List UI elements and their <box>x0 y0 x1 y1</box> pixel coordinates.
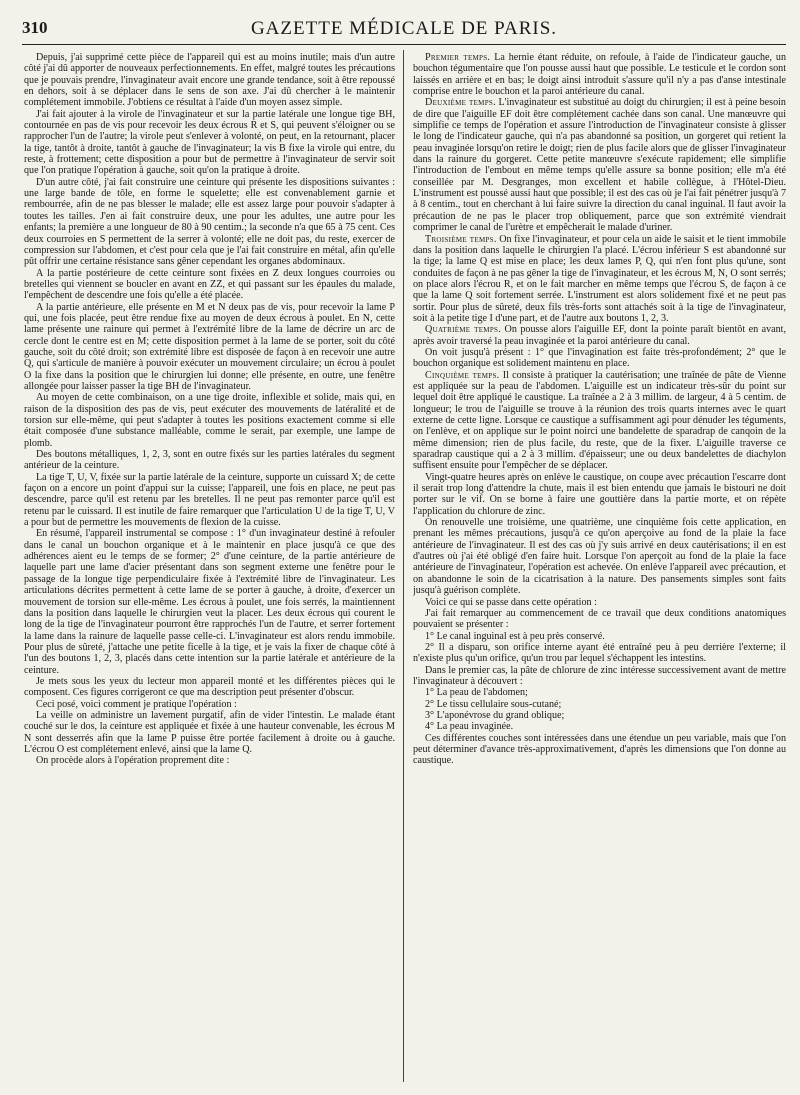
list-item: 1° Le canal inguinal est à peu près conservé. <box>425 630 605 642</box>
list-item: 4° La peau invaginée. <box>425 721 514 733</box>
paragraph: A la partie antérieure, elle présente en M et N deux pas de vis, pour recevoir la lame P qui, une fois placée, peut être rendue fixe au moyen de deux écrous à poulet. En N, cette lame présente une rainure qui permet à l'extrémité libre de la lame de décrire un arc de cercle dont le centre est en M; cette disposition permet à la lame de se porter, soit du côté gauche, soit du côté droit; son extrémité libre est disposée de façon à en recevoir une autre Q, qui s'articule de manière à pouvoir exécuter un mouvement circulaire; un écrou à poulet O la fixe dans la position que le chirurgien lui donne; elle présente, en outre, une fenêtre allongée pour laisser passer la tige BH de l'invaginateur. <box>24 301 395 392</box>
step-text: La hernie étant réduite, on refoule, à l'aide de l'indicateur gauche, un bouchon tégumentaire que l'on pousse aussi haut que possible. Le testicule et le cordon sont laissés en arrière et en bas; le doigt ainsi introduit s'assure qu'il n'y a pas d'anse intestinale comprise entre le bouchon et la paroi antérieure du canal. <box>413 52 786 98</box>
paragraph: On procède alors à l'opération proprement dite : <box>36 755 230 767</box>
paragraph: Ces différentes couches sont intéressées dans une étendue un peu variable, mais que l'on peut déterminer d'avance très-approximativement, d'après les dimensions que l'on donne au caustique. <box>413 732 786 767</box>
step-text: L'invaginateur est substitué au doigt du chirurgien; il est à peine besoin de dire que l'aiguille EF doit être complétement cachée dans son canal. Une manœuvre qui simplifie ce temps de l'opération et assure l'introduction de l'invaginateur consiste à glisser le long de l'indicateur gauche, qui n'a pas abandonné sa position, un gorgeret qui retient la peau invaginée lorsqu'on retire le doigt; rien de plus facile alors que de glisser l'invaginateur dans la rainure du gorgeret. Cette petite manœuvre s'exécute rapidement; elle simplifie l'introduction de l'embout en même temps qu'elle assure sa bonne position; elle m'a été conseillée par M. Desgranges, mon excellent et habile collègue, à l'Hôtel-Dieu. L'instrument est poussé aussi haut que possible; il est des cas où je l'ai fait pénétrer jusqu'à 7 à 8 centim., tout en cherchant à lui faire suivre la direction du canal inguinal. Il faut avoir la précaution de ne pas le placer trop obliquement, parce que son extrémité viendrait comprimer le canal de l'urètre et empêcherait le malade d'uriner. <box>413 97 786 234</box>
paragraph: Ceci posé, voici comment je pratique l'opération : <box>36 698 237 710</box>
paragraph: Voici ce qui se passe dans cette opération : <box>425 596 597 608</box>
step-premier <box>413 52 786 97</box>
step-label: Premier temps. <box>425 52 491 63</box>
list-item: 2° Il a disparu, son orifice interne ayant été entraîné peu à peu derrière l'externe; il n'existe plus qu'un orifice, qu'un trou par lequel s'échappent les intestins. <box>413 641 786 665</box>
conditions-list <box>413 631 786 665</box>
right-column <box>413 52 786 1082</box>
paragraph: On voit jusqu'à présent : 1° que l'invagination est faite très-profondément; 2° que le bouchon organique est solidement maintenu en place. <box>413 346 786 370</box>
step-cinquieme <box>413 370 786 472</box>
step-label: Troisième temps. <box>425 233 497 245</box>
step-label: Deuxième temps. <box>425 97 496 109</box>
paragraph: On renouvelle une troisième, une quatrième, une cinquième fois cette application, en prenant les mêmes précautions, jusqu'à ce qu'on aperçoive au fond de la plaie la face antérieure de l'invaginateur. Il est des cas où j'y suis arrivé en deux cautérisations; il en est d'autres où j'ai été obligé d'en faire huit. Lorsque l'on aperçoit au fond de la plaie la face antérieure de l'invaginateur, l'opération est achevée. On enlève l'appareil avec précaution, et on abandonne le soin de la cicatrisation à la nature. Des pansements simples sont faits jusqu'à guérison complète. <box>413 517 786 597</box>
paragraph: A la partie postérieure de cette ceinture sont fixées en Z deux longues courroies ou bretelles qui viennent se boucler en avant en ZZ, et qui passant sur les épaules du malade, l'empêchent de descendre une fois qu'elle a été placée. <box>24 267 395 302</box>
header-rule <box>22 44 786 45</box>
paragraph: En résumé, l'appareil instrumental se compose : 1° d'un invaginateur destiné à refouler dans le canal un bouchon organique et à le maintenir en place jusqu'à ce que des adhérences aient eu le temps de se former; 2° d'une ceinture, de la partie antérieure de laquelle part une lame d'acier présentant dans son segment externe une fenêtre pour le passage de la longue tige perpendiculaire fixée à l'extrémité libre de l'invaginateur. Les articulations décrites permettent à cette lame de se porter à gauche, à droite, d'exercer un mouvement de torsion sur elle-même. Les écrous à poulet, une fois serrés, la maintiennent dans la position dans laquelle le chirurgien veut la placer. Les deux écrous qui courent le long de la tige de l'invaginateur pourront être rapprochés l'un de l'autre, et serrer fortement la lame dans la rainure de laquelle passe celle-ci. L'invaginateur est alors rendu immobile. Pour plus de sûreté, j'attache une petite ficelle à la tige, et je vais la fixer de chaque côté à l'un des boutons 1, 2, 3, placés dans cette intention sur la partie latérale et antérieure de la ceinture. <box>24 528 395 676</box>
paragraph: La veille on administre un lavement purgatif, afin de vider l'intestin. Le malade étant couché sur le dos, la ceinture est appliquée et fixée à une hauteur convenable, les écrous M N sont desserrés afin que la lame P puisse être portée facilement à droite ou à gauche. L'écrou O est complétement enlevé, ainsi que la lame Q. <box>24 709 395 755</box>
paragraph: J'ai fait remarquer au commencement de ce travail que deux conditions anatomiques pouvaient se présenter : <box>413 607 786 631</box>
paragraph: Depuis, j'ai supprimé cette pièce de l'appareil qui est au moins inutile; mais d'un autre côté j'ai dû apporter de nouveaux perfectionnements. En effet, malgré toutes les précautions que je pouvais prendre, l'invaginateur avait encore une grande tendance, soit à être repoussé en dehors, soit à se déplacer dans le sens de son axe. J'ai dû chercher à le maintenir complétement immobile. J'obtiens ce résultat à l'aide d'un moyen assez simple. <box>24 52 395 109</box>
step-troisieme <box>413 234 786 325</box>
paragraph: Au moyen de cette combinaison, on a une tige droite, inflexible et solide, mais qui, en raison de la disposition des pas de vis, peut exécuter des mouvements de latéralité et de torsion sur elle-même, qui peut s'adapter à toutes les positions exactement comme si elle était composée d'une substance malléable, comme le serait, par exemple, une lampe de plomb. <box>24 392 395 449</box>
page-number: 310 <box>22 18 48 37</box>
journal-title: GAZETTE MÉDICALE DE PARIS. <box>250 18 558 39</box>
layers-list <box>413 687 786 732</box>
step-text: On pousse alors l'aiguille EF, dont la pointe paraît bientôt en avant, après avoir traversé la peau invaginée et la paroi antérieure du canal. <box>413 324 786 347</box>
page-header <box>22 18 786 44</box>
paragraph: Je mets sous les yeux du lecteur mon appareil monté et les différentes pièces qui le composent. Ces figures corrigeront ce que ma description peut présenter d'obscur. <box>24 675 395 699</box>
step-deuxieme <box>413 97 786 233</box>
paragraph: Vingt-quatre heures après on enlève le caustique, on coupe avec précaution l'escarre dont il serait trop long d'attendre la chute, mais il est bien entendu que jamais le bistouri ne doit porter sur le vif. On se borne à faire une gouttière dans la partie morte, et on répète l'application du chlorure de zinc. <box>413 471 786 517</box>
list-item: 1° La peau de l'abdomen; <box>425 687 528 699</box>
step-text: Il consiste à pratiquer la cautérisation; une traînée de pâte de Vienne est appliquée sur la peau de l'abdomen. L'aiguille est un indicateur très-sûr du point sur lequel doit être appliqué le caustique. La traînée a 2 à 3 millim. de largeur, 4 à 5 centim. de longueur; le trou de l'aiguille se trouve à la réunion des trois quarts internes avec le quart externe de cette ligne. Lorsque ce caustique a suffisamment agi pour dénuder les téguments, on l'enlève, et on applique sur le point noirci une bandelette de sparadrap de canqoin de la même dimension; rien de plus facile, du reste, que de la fixer. L'aiguille traverse ce sparadrap caustique qui a 2 à 3 millim. d'épaisseur; une ou deux bandelettes de diachylon suffisent ensuite pour l'empêcher de se déplacer. <box>413 369 786 472</box>
list-item: 2° Le tissu cellulaire sous-cutané; <box>425 698 562 710</box>
paragraph: Dans le premier cas, la pâte de chlorure de zinc intéresse successivement avant de mettre l'invaginateur à découvert : <box>413 664 786 687</box>
paragraph: Des boutons métalliques, 1, 2, 3, sont en outre fixés sur les parties latérales du segment antérieur de la ceinture. <box>24 449 395 472</box>
step-text: On fixe l'invaginateur, et pour cela un aide le saisit et le tient immobile dans la position dans laquelle le chirurgien l'a placé. L'écrou inférieur S est abandonné sur la tige; la lame Q est mise en place; les deux lames P, Q, qui n'en font plus qu'une, sont conduites de façon à ne pas gêner la tige de l'invaginateur, et les écrous M, N, O sont serrés; on place alors l'écrou R, et on le fait marcher en même temps que l'écrou S, de façon à ce que la lame Q soit fortement serrée. L'instrument est alors solidement fixé et ne peut pas sortir. Pour plus de sûreté, deux fils très-forts sont attachés soit à la tige de l'invaginateur, soit à la petite tige I d'une part, et de l'autre aux boutons 1, 2, 3. <box>413 233 786 324</box>
left-column <box>24 52 395 1082</box>
list-item: 3° L'aponévrose du grand oblique; <box>425 709 565 721</box>
step-label: Cinquième temps. <box>425 369 500 381</box>
column-divider <box>403 50 404 1082</box>
step-quatrieme <box>413 324 786 347</box>
paragraph: La tige T, U, V, fixée sur la partie latérale de la ceinture, supporte un cuissard X; de cette façon on a encore un point d'appui sur la cuisse; l'appareil, une fois en place, ne peut pas descendre, parce qu'il est retenu par les bretelles. Il ne peut pas remonter parce qu'il est retenu par le cuissard. Il est inutile de faire remarquer que l'articulation U de la tige T, U, V a pour but de permettre les mouvements de flexion de la cuisse. <box>24 471 395 529</box>
step-label: Quatrième temps. <box>425 324 502 336</box>
paragraph: D'un autre côté, j'ai fait construire une ceinture qui présente les dispositions suivantes : une large bande de tôle, en forme le squelette; elle est convenablement garnie et rembourrée, afin de ne pas blesser le malade; elle est assez large pour pouvoir s'adapter à toutes les tailles. J'en ai fait construire deux, une pour les adultes, une autre pour les enfants; la première a une longueur de 80 à 90 centim.; la seconde n'a que 65 à 75 cent. Ces deux courroies en S permettent de la serrer à volonté; elle ne doit pas, du reste, exercer de compression sur l'abdomen, et c'est pour cela que je l'ai fait construire en métal, afin qu'elle pût offrir une certaine résistance sans gêner cependant les organes abdominaux. <box>24 176 395 268</box>
paragraph: J'ai fait ajouter à la virole de l'invaginateur et sur la partie latérale une longue tige BH, contournée en pas de vis pour recevoir les deux écrous R et S, qui peuvent s'éloigner ou se rapprocher l'un de l'autre; la virole peut s'enlever à volonté, on peut, en la retournant, placer la tige, tantôt à droite, tantôt à gauche de l'invaginateur; la vis B fixe la virole qui entre, du reste, à frottement; cette disposition a pour but de permettre à l'invaginateur de servir soit que l'on pratique l'opération à gauche, soit qu'on la pratique à droite. <box>24 108 395 177</box>
